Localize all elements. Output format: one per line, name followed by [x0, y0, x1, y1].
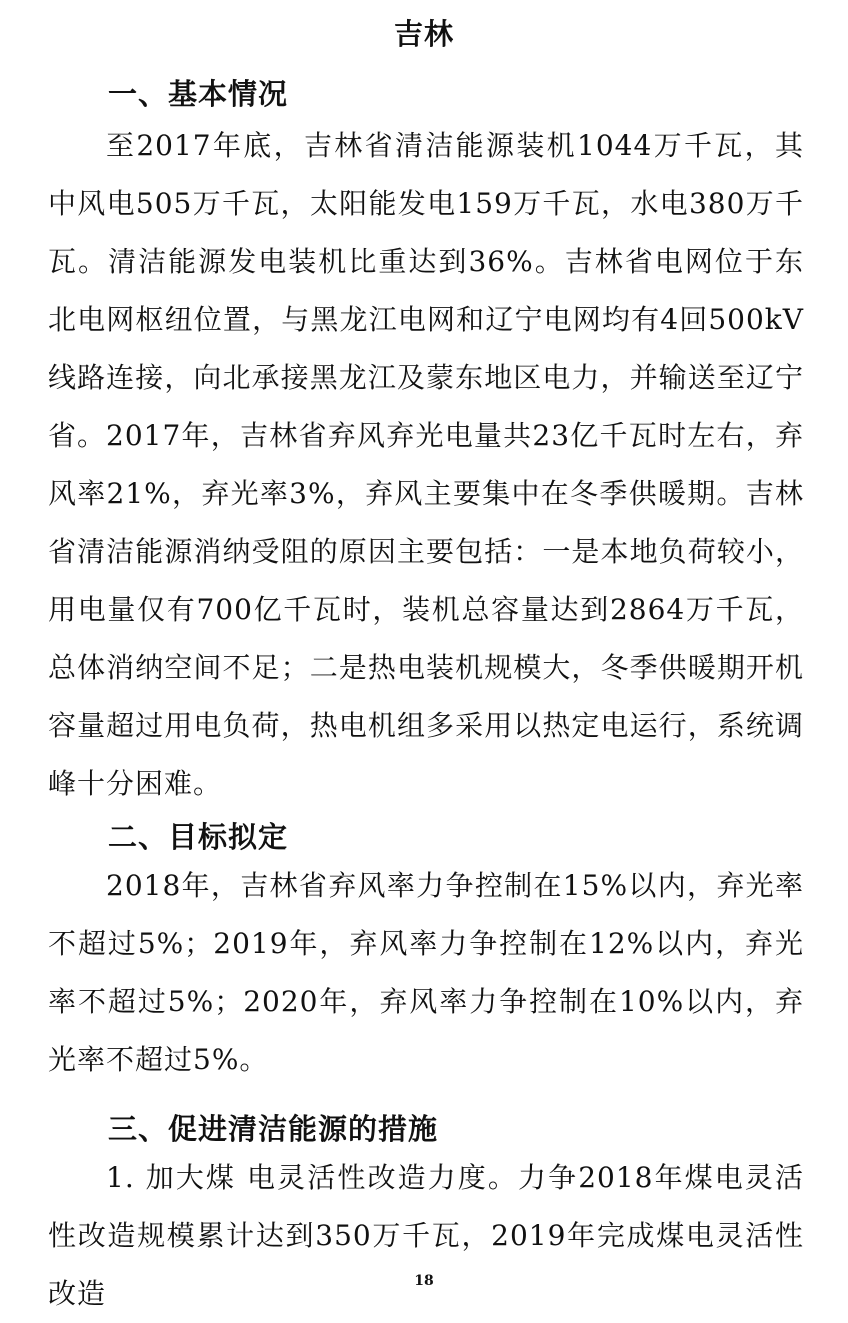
section-heading-measures: 三、促进清洁能源的措施 [108, 1112, 439, 1146]
section-heading-basic-situation: 一、基本情况 [108, 77, 289, 111]
page-number: 18 [414, 1273, 434, 1289]
paragraph-curtailment: 2017年，吉林省弃风弃光电量共23亿千瓦时左右，弃风率21%，弃光率3%，弃风主要集中在冬季供暖期。吉林省清洁能源消纳受阻的原因主要包括：一是本地负荷较小，用电量仅有700亿千瓦时，装机总容量达到2864万千瓦，总体消纳空间不足；二是热电装机规模大，冬季供暖期开机容量超过用电负荷，热电机组多采用以热定电运行，系统调峰十分困难。 [48, 419, 804, 800]
paragraph-measure-1: 1. 加大煤 电灵活性改造力度。力争2018年煤电灵活性改造规模累计达到350万千瓦，2019年完成煤电灵活性改造 [48, 1161, 804, 1310]
paragraph-installed-capacity: 至2017年底，吉林省清洁能源装机1044万千瓦，其中风电505万千瓦，太阳能发电159万千瓦，水电380万千瓦。清洁能源发电装机比重达到36%。吉林省电网位于东北电网枢纽位置，与黑龙江电网和辽宁电网均有4回500kV线路连接，向北承接黑龙江及蒙东地区电力，并输送至辽宁省。 [48, 129, 804, 452]
section-heading-targets: 二、目标拟定 [108, 820, 289, 854]
document-title: 吉林 [393, 17, 454, 51]
paragraph-targets: 2018年，吉林省弃风率力争控制在15%以内，弃光率不超过5%；2019年，弃风率力争控制在12%以内，弃光率不超过5%；2020年，弃风率力争控制在10%以内，弃光率不超过5%。 [48, 869, 804, 1076]
